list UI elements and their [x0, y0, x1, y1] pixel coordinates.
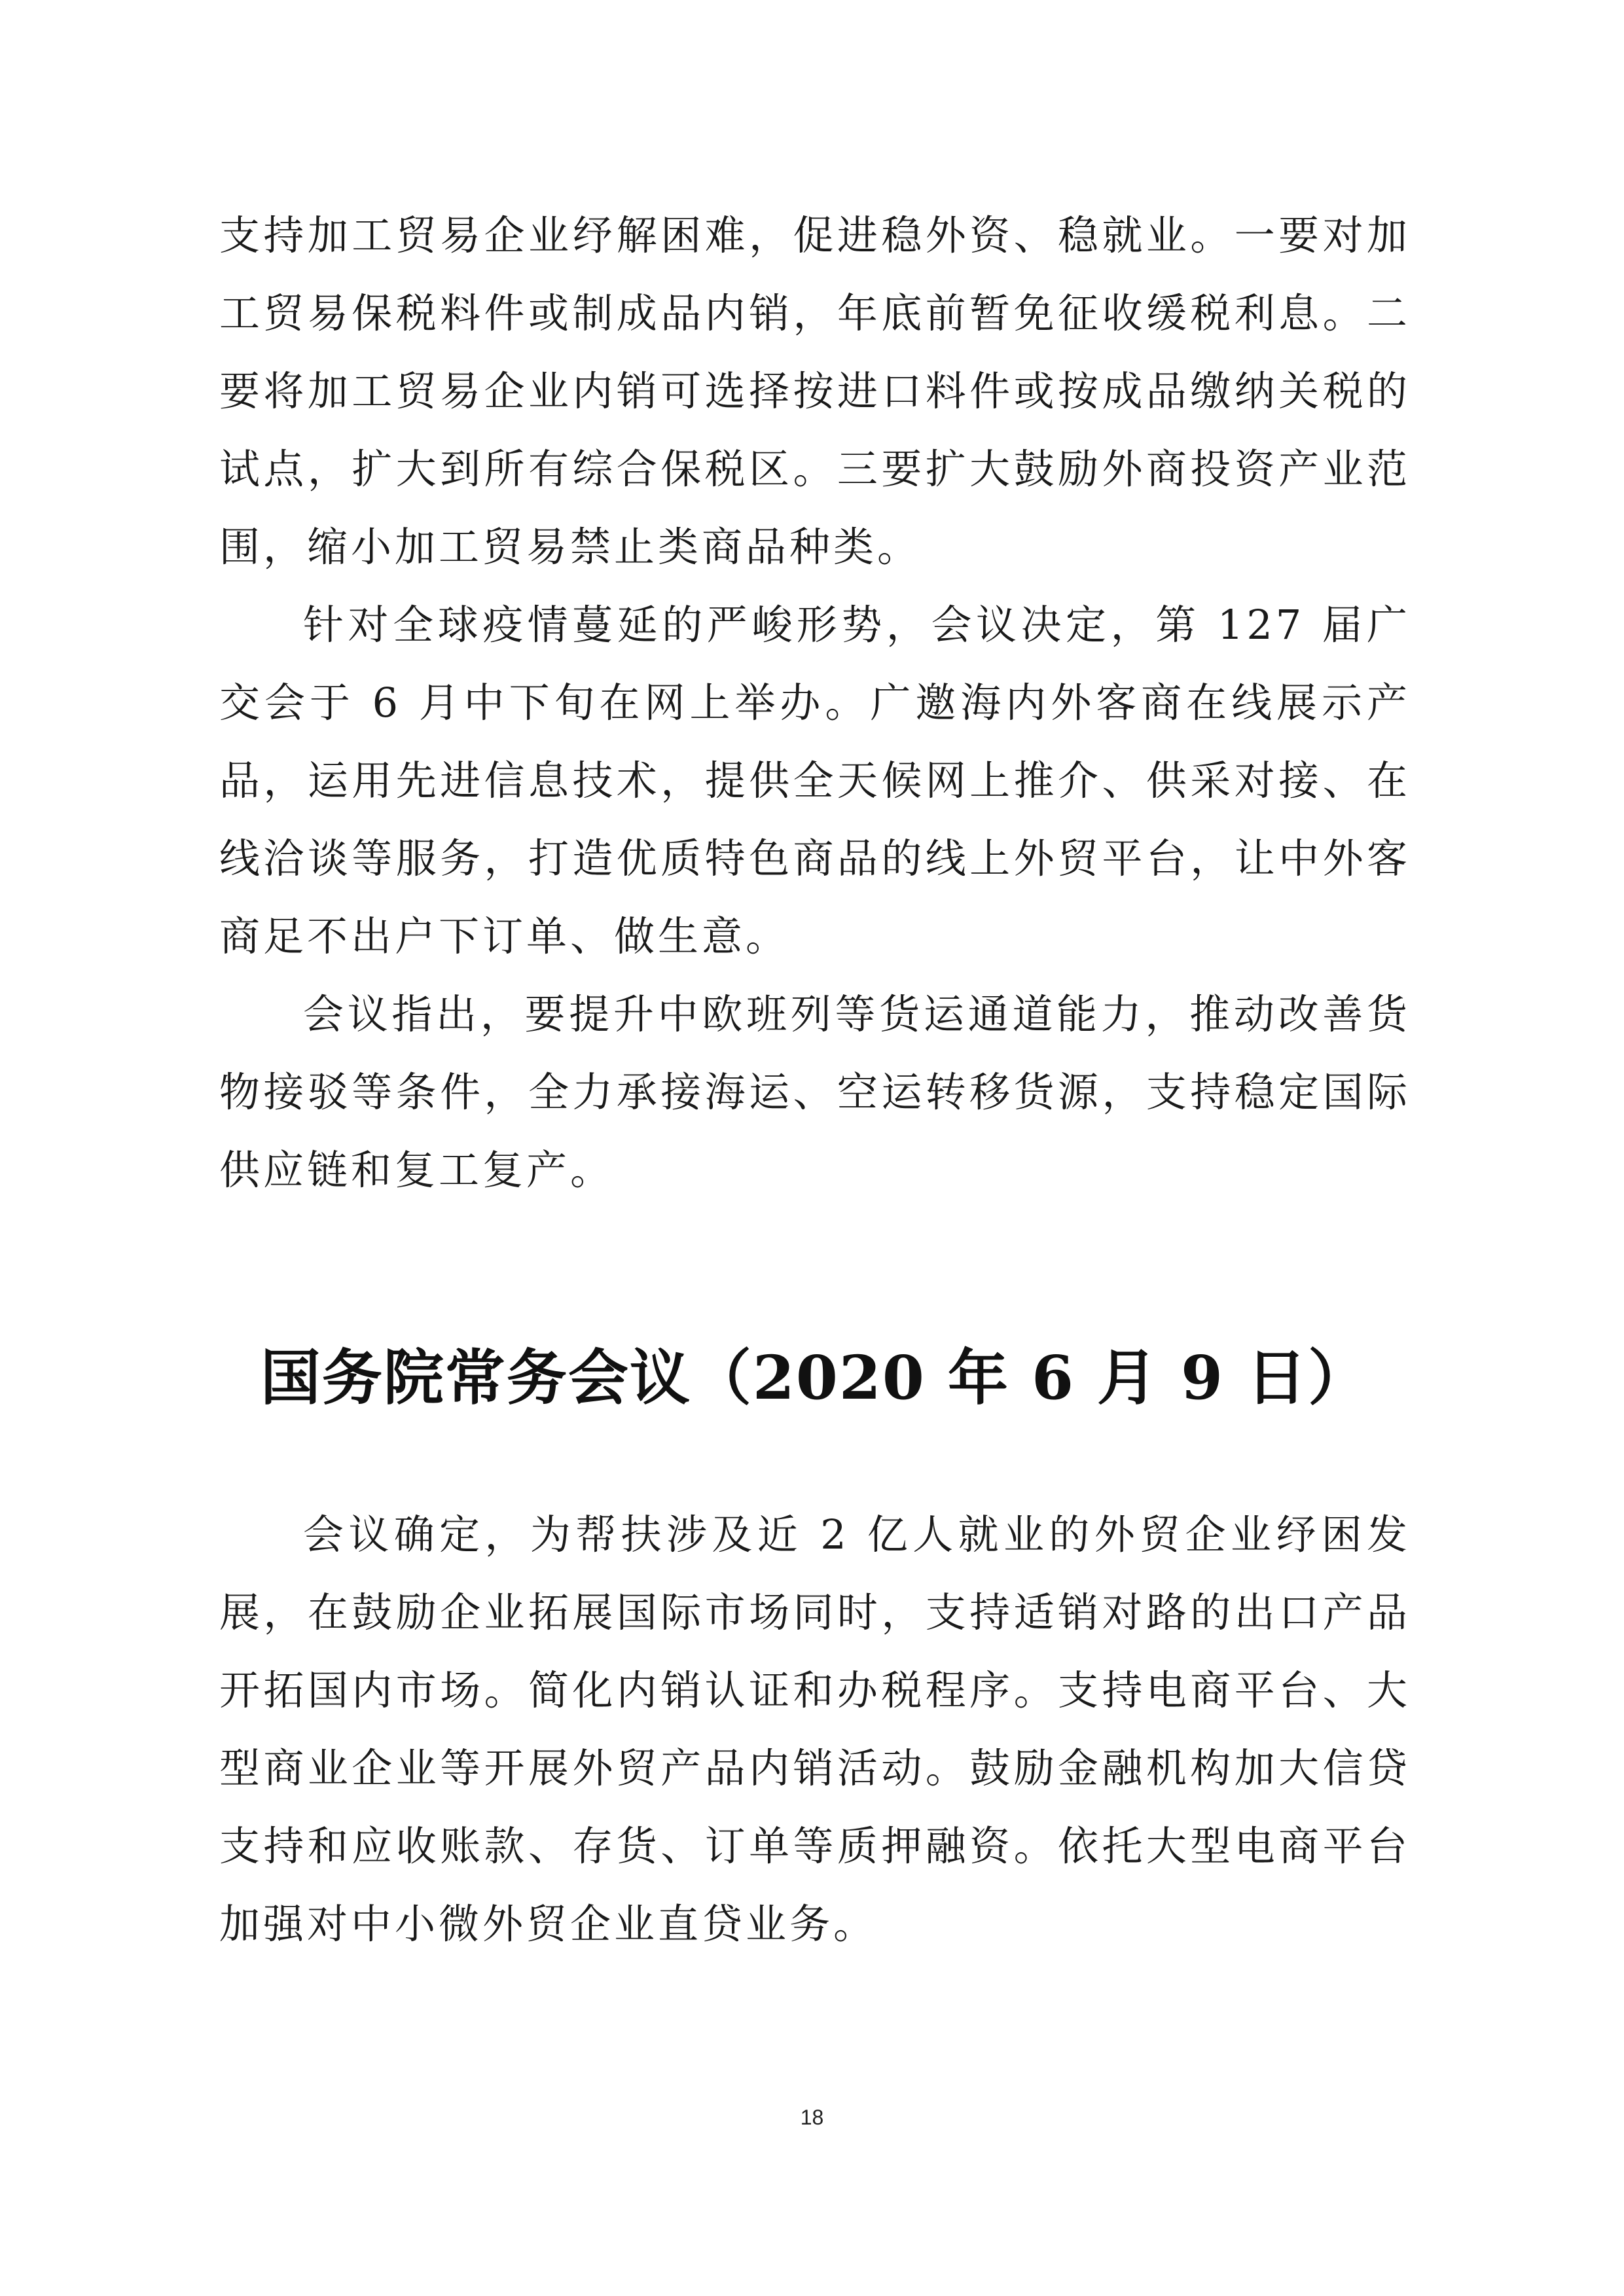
paragraph-continued: 支持加工贸易企业纾解困难，促进稳外资、稳就业。一要对加工贸易保税料件或制成品内销，年底前暂免征收缓税利息。二要将加工贸易企业内销可选择按进口料件或按成品缴纳关税的试点，扩大到所有综合保税区。三要扩大鼓励外商投资产业范围，缩小加工贸易禁止类商品种类。: [219, 211, 1411, 571]
body-text-bottom: [219, 1496, 1411, 1963]
page-number: 18: [800, 2106, 824, 2129]
section-heading: 国务院常务会议（2020 年 6 月 9 日）: [260, 1342, 1370, 1413]
paragraph-canton-fair: 针对全球疫情蔓延的严峻形势，会议决定，第 127 届广交会于 6 月中下旬在网上举办。广邀海内外客商在线展示产品，运用先进信息技术，提供全天候网上推介、供采对接、在线洽谈等服务，打造优质特色商品的线上外贸平台，让中外客商足不出户下订单、做生意。: [219, 601, 1411, 960]
paragraph-meeting-decision: 会议确定，为帮扶涉及近 2 亿人就业的外贸企业纾困发展，在鼓励企业拓展国际市场同时，支持适销对路的出口产品开拓国内市场。简化内销认证和办税程序。支持电商平台、大型商业企业等开展外贸产品内销活动。鼓励金融机构加大信贷支持和应收账款、存货、订单等质押融资。依托大型电商平台加强对中小微外贸企业直贷业务。: [219, 1511, 1411, 1948]
body-text-top: [219, 196, 1411, 1209]
paragraph-china-europe-railway: 会议指出，要提升中欧班列等货运通道能力，推动改善货物接驳等条件，全力承接海运、空运转移货源，支持稳定国际供应链和复工复产。: [219, 990, 1411, 1194]
